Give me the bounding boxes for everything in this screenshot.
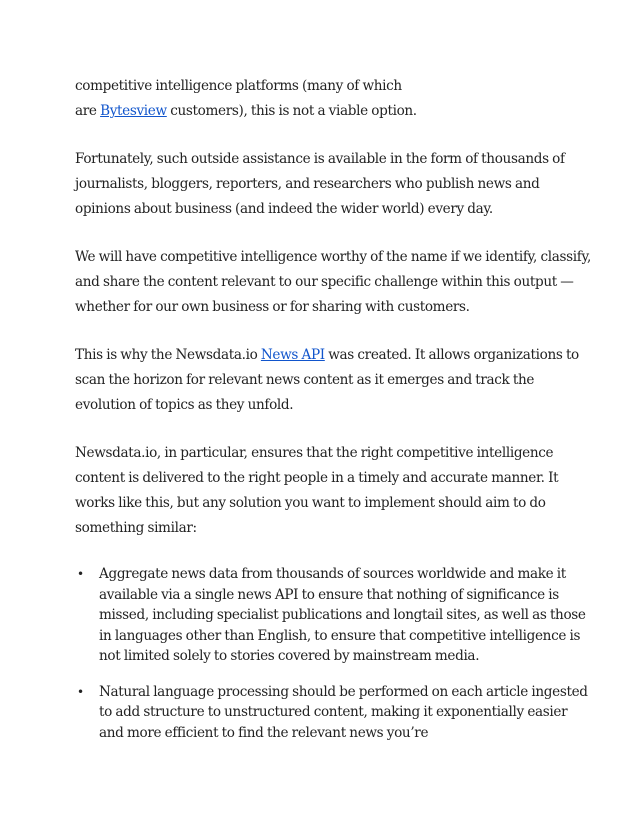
document-page [75,74,595,758]
list-item [75,682,595,744]
paragraph-5: Newsdata.io, in particular, ensures that the right competitive intelligence content is delivered to the right people in a timely and accurate manner. It works like this, but any solution you want to implement should aim to do something similar: [75,445,559,536]
paragraph-3: We will have competitive intelligence worthy of the name if we identify, classify, and share the content relevant to our specific challenge within this output — whether for our own business or for sharing with customers. [75,249,591,315]
paragraph-4 [75,343,595,418]
news-api-link[interactable]: News API [260,347,325,363]
paragraph-1-pre: are [75,103,101,119]
paragraph-2: Fortunately, such outside assistance is available in the form of thousands of journalists, bloggers, reporters, and researchers who publish news and opinions about business (and indeed the wider world) every day. [75,151,565,217]
list-item-text: Aggregate news data from thousands of sources worldwide and make it available via a single news API to ensure that nothing of significance is missed, including specialist publications and longtail sites, as well as those in languages other than English, to ensure that competitive intelligence is not limited solely to stories covered by mainstream media. [99,566,586,664]
paragraph-4-post: was created. It allows organizations to scan the horizon for relevant news content as it emerges and track the evolution of topics as they unfold. [75,347,579,413]
paragraph-1-line-1: competitive intelligence platforms (many of which [75,78,402,94]
paragraph-1 [75,74,595,124]
bytesview-link[interactable]: Bytesview [100,103,167,119]
bullet-list [75,564,595,743]
list-item-text: Natural language processing should be performed on each article ingested to add structure to unstructured content, making it exponentially easier and more efficient to find the relevant news you’re [99,683,588,741]
bullet-icon: • [77,684,84,699]
paragraph-4-pre: This is why the Newsdata.io [75,347,261,363]
paragraph-1-post: customers), this is not a viable option. [166,103,417,119]
bullet-icon: • [77,567,84,581]
list-item [75,564,595,667]
